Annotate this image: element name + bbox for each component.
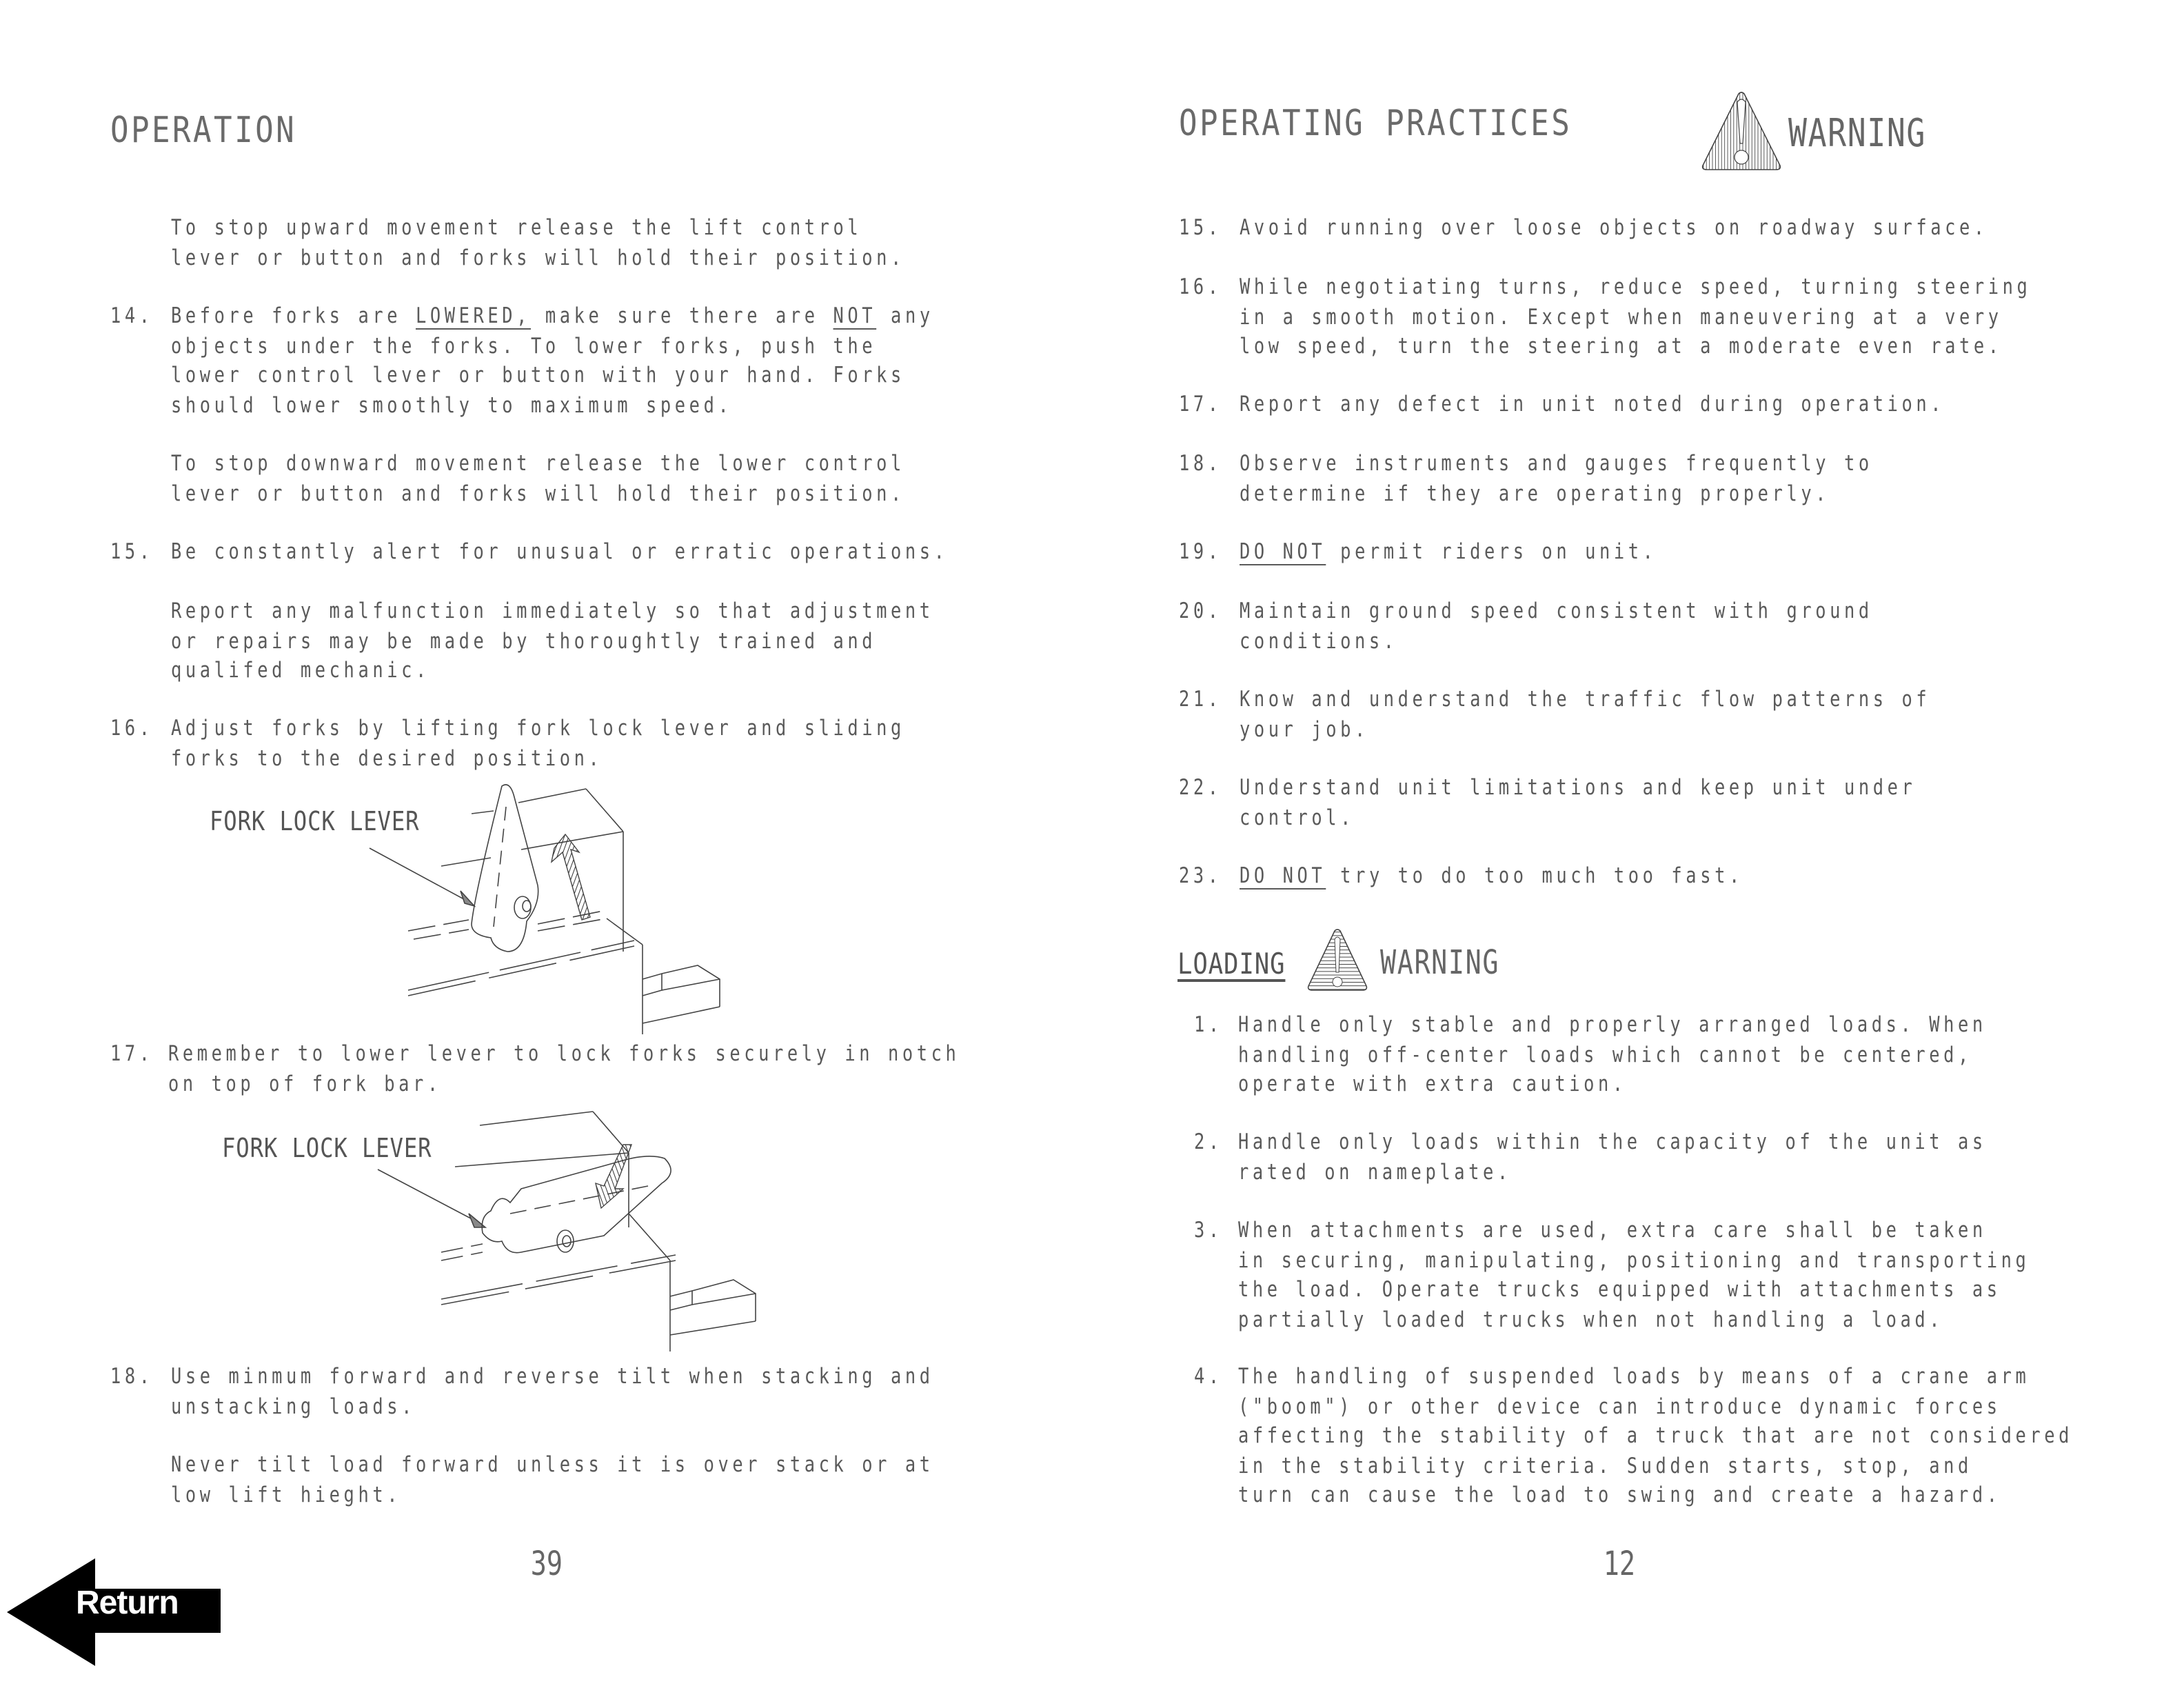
item-number: 15. (110, 539, 154, 564)
item-number: 2. (1194, 1129, 1223, 1154)
text-line: conditions. (1240, 628, 1398, 653)
text-line: Understand unit limitations and keep unit under (1240, 775, 1917, 800)
text-line: Before forks are LOWERED, make sure there are NOT any (171, 303, 934, 328)
item-number: 23. (1179, 863, 1222, 888)
list-item-20 (1179, 597, 1222, 627)
text-line: in a smooth motion. Except when maneuvering at a very (1240, 304, 2003, 329)
text-line: partially loaded trucks when not handling a load. (1238, 1307, 1944, 1332)
text-line: turn can cause the load to swing and create a hazard. (1238, 1483, 2001, 1507)
list-item-18 (1179, 450, 1222, 479)
item-number: 18. (1179, 451, 1222, 476)
list-item-17 (110, 1040, 154, 1069)
text-line: determine if they are operating properly. (1240, 481, 1830, 505)
return-button[interactable] (7, 1558, 222, 1666)
loading-heading: LOADING (1177, 947, 1286, 981)
text-line: lever or button and forks will hold their position. (171, 245, 905, 270)
loading-item-4-body (1238, 1363, 2073, 1511)
list-item-21-body (1240, 685, 1930, 745)
warning-label: WARNING (1788, 110, 1927, 156)
page-title: OPERATION (110, 110, 297, 152)
list-item-18-body (171, 1363, 934, 1422)
text-line: in the stability criteria. Sudden starts, stop, and (1238, 1453, 1972, 1478)
text-line: should lower smoothly to maximum speed. (171, 392, 733, 417)
warning-triangle-icon (1700, 91, 1783, 171)
list-item-16 (1179, 273, 1222, 303)
list-item-16-body (171, 714, 905, 774)
text-line: Remember to lower lever to lock forks securely in notch (168, 1041, 960, 1066)
figure-1-label: FORK LOCK LEVER (210, 807, 420, 837)
list-item-23-body (1240, 862, 1743, 892)
list-item-18 (110, 1363, 154, 1392)
list-item-15-body (1240, 214, 1988, 243)
text-line: or repairs may be made by thoroughtly trained and (171, 628, 877, 653)
item-number: 16. (110, 716, 154, 741)
text-line: Maintain ground speed consistent with ground (1240, 599, 1873, 623)
loading-warning-label: WARNING (1380, 943, 1500, 982)
text-line: Handle only loads within the capacity of the unit as (1238, 1129, 1987, 1154)
list-item-19 (1179, 538, 1222, 567)
intro-paragraph (171, 214, 905, 273)
item-number: 22. (1179, 775, 1222, 800)
text-line: objects under the forks. To lower forks, push the (171, 333, 877, 358)
text-line: operate with extra caution. (1238, 1072, 1627, 1096)
emphasis-lowered: LOWERED, (415, 303, 532, 328)
text-line: low speed, turn the steering at a moderate even rate. (1240, 334, 2003, 359)
text-line: Report any defect in unit noted during operation. (1240, 392, 1945, 416)
loading-item-2 (1194, 1128, 1223, 1158)
text-line: your job. (1240, 716, 1369, 741)
loading-item-3-body (1238, 1216, 2030, 1335)
text-line: The handling of suspended loads by means of a crane arm (1238, 1364, 2030, 1389)
item-number: 15. (1179, 215, 1222, 240)
text-line: low lift hieght. (171, 1482, 402, 1507)
list-item-22-body (1240, 774, 1916, 833)
loading-item-2-body (1238, 1128, 1987, 1187)
text-line: affecting the stability of a truck that are not considered (1238, 1423, 2074, 1448)
text-line: forks to the desired position. (171, 745, 603, 770)
emphasis-not: NOT (833, 303, 877, 328)
item-number: 17. (1179, 392, 1222, 416)
text-line: control. (1240, 805, 1355, 830)
text-line: ("boom") or other device can introduce dynamic forces (1238, 1394, 2001, 1418)
list-item-18-body (1240, 450, 1873, 509)
text-line: Be constantly alert for unusual or erratic operations. (171, 539, 949, 564)
list-item-21 (1179, 685, 1222, 715)
item-number: 17. (110, 1041, 154, 1066)
stop-downward-paragraph (171, 450, 905, 509)
text-line: DO NOT try to do too much too fast. (1240, 863, 1743, 888)
item-number: 16. (1179, 274, 1222, 299)
page-number: 39 (530, 1545, 563, 1583)
list-item-14 (110, 302, 154, 332)
text-line: qualifed mechanic. (171, 658, 430, 683)
item-number: 1. (1194, 1012, 1223, 1037)
text-line: While negotiating turns, reduce speed, turning steering (1240, 274, 2032, 299)
emphasis-do-not: DO NOT (1240, 539, 1326, 564)
item-number: 19. (1179, 539, 1222, 564)
figure-2-label: FORK LOCK LEVER (222, 1134, 432, 1164)
text-line: in securing, manipulating, positioning and transporting (1238, 1247, 2030, 1272)
item-number: 21. (1179, 687, 1222, 712)
return-label: Return (76, 1585, 179, 1622)
report-malfunction-paragraph (171, 597, 934, 686)
item-number: 3. (1194, 1218, 1223, 1243)
list-item-14-body (171, 302, 934, 421)
fork-lock-lever-lowered-illustration (372, 1103, 772, 1352)
text-line: lower control lever or button with your hand. Forks (171, 363, 905, 388)
list-item-22 (1179, 774, 1222, 803)
loading-item-1 (1194, 1011, 1223, 1041)
list-item-23 (1179, 862, 1222, 892)
list-item-15 (1179, 214, 1222, 243)
fork-lock-lever-raised-illustration (358, 772, 745, 1034)
text-line: unstacking loads. (171, 1394, 416, 1418)
never-tilt-paragraph (171, 1451, 934, 1510)
text-line: lever or button and forks will hold their position. (171, 481, 905, 505)
text-line: Handle only stable and properly arranged loads. When (1238, 1012, 1987, 1037)
item-number: 18. (110, 1364, 154, 1389)
list-item-19-body (1240, 538, 1657, 567)
text-line: When attachments are used, extra care shall be taken (1238, 1218, 1987, 1243)
list-item-17 (1179, 390, 1222, 420)
text-line: Observe instruments and gauges frequently to (1240, 451, 1873, 476)
text-line: Never tilt load forward unless it is over stack or at (171, 1452, 934, 1477)
list-item-17-body (168, 1040, 960, 1099)
warning-triangle-icon (1307, 928, 1368, 992)
loading-item-3 (1194, 1216, 1223, 1246)
text-line: Use minmum forward and reverse tilt when stacking and (171, 1364, 934, 1389)
text-line: DO NOT permit riders on unit. (1240, 539, 1657, 564)
page-title: OPERATING PRACTICES (1179, 103, 1573, 145)
text-line: To stop downward movement release the lower control (171, 451, 905, 476)
list-item-16 (110, 714, 154, 744)
text-line: handling off-center loads which cannot be centered, (1238, 1042, 1972, 1067)
item-number: 14. (110, 303, 154, 328)
page-number: 12 (1603, 1545, 1636, 1583)
emphasis-do-not: DO NOT (1240, 863, 1326, 888)
list-item-15-body (171, 538, 949, 567)
loading-item-1-body (1238, 1011, 1987, 1100)
text-line: Report any malfunction immediately so that adjustment (171, 599, 934, 623)
text-line: Avoid running over loose objects on roadway surface. (1240, 215, 1988, 240)
text-line: Adjust forks by lifting fork lock lever and sliding (171, 716, 905, 741)
item-number: 20. (1179, 599, 1222, 623)
text-line: To stop upward movement release the lift control (171, 215, 862, 240)
text-line: rated on nameplate. (1238, 1159, 1512, 1184)
text-line: on top of fork bar. (168, 1071, 442, 1096)
text-line: Know and understand the traffic flow patterns of (1240, 687, 1931, 712)
list-item-17-body (1240, 390, 1945, 420)
loading-item-4 (1194, 1363, 1223, 1392)
list-item-20-body (1240, 597, 1873, 656)
text-line: the load. Operate trucks equipped with attachments as (1238, 1277, 2001, 1302)
item-number: 4. (1194, 1364, 1223, 1389)
list-item-15 (110, 538, 154, 567)
list-item-16-body (1240, 273, 2031, 362)
